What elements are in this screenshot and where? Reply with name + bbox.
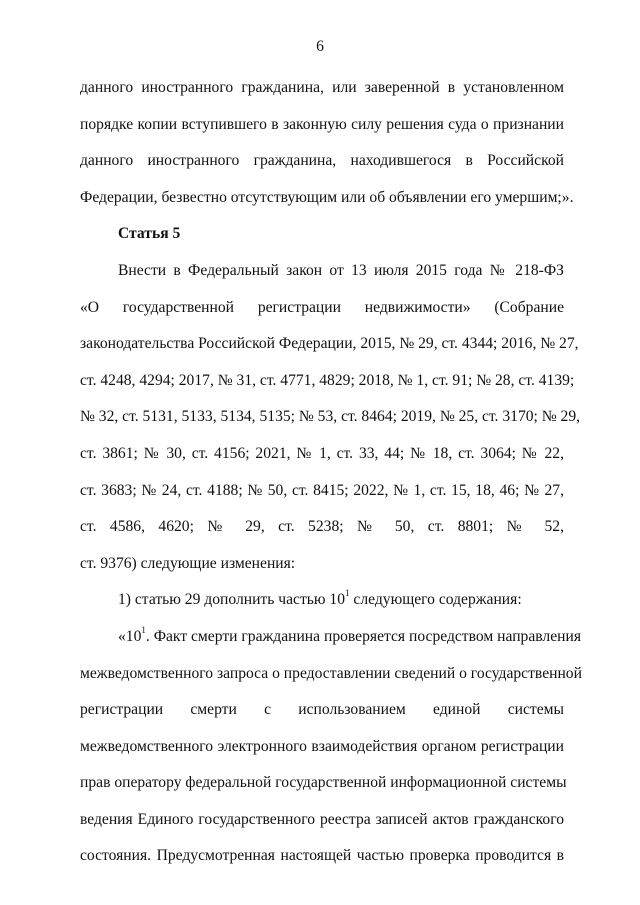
text-line: состояния. Предусмотренная настоящей частью проверка проводится в (80, 847, 564, 865)
text-line: ст. 4248, 4294; 2017, № 31, ст. 4771, 4829; 2018, № 1, ст. 91; № 28, ст. 4139; (80, 371, 575, 389)
item-text: 1) статью 29 дополнить частью 10 (118, 591, 346, 609)
text-line: Внести в Федеральный закон от 13 июля 2015 года № 218-ФЗ (118, 261, 564, 279)
text-line: законодательства Российской Федерации, 2015, № 29, ст. 4344; 2016, № 27, (80, 335, 579, 353)
text-line: порядке копии вступившего в законную силу решения суда о признании (80, 115, 564, 133)
article-intro-paragraph (80, 253, 581, 582)
article-heading: Статья 5 (118, 225, 181, 243)
text-line: № 32, ст. 5131, 5133, 5134, 5135; № 53, ст. 8464; 2019, № 25, ст. 3170; № 29, (80, 408, 581, 426)
superscript: 1 (345, 588, 350, 599)
text-line: Федерации, безвестно отсутствующим или об объявлении его умершим;». (80, 188, 574, 206)
item-text: следующего содержания: (349, 591, 522, 609)
text-line: ст. 3861; № 30, ст. 4156; 2021, № 1, ст. 33, 44; № 18, ст. 3064; № 22, (80, 444, 564, 462)
text-line: ст. 4586, 4620; № 29, ст. 5238; № 50, ст. 8801; № 52, (80, 518, 564, 536)
text-line (80, 619, 581, 656)
superscript: 1 (141, 624, 146, 635)
text-line: межведомственного электронного взаимодействия органом регистрации (80, 737, 564, 755)
quote-text: . Факт смерти гражданина проверяется посредством направления (145, 627, 581, 645)
text-line: межведомственного запроса о предоставлении сведений о государственной (80, 664, 582, 682)
text-line: ведения Единого государственного реестра записей актов гражданского (80, 810, 564, 828)
text-line: ст. 3683; № 24, ст. 4188; № 50, ст. 8415; 2022, № 1, ст. 15, 18, 46; № 27, (80, 481, 564, 499)
text-line: данного иностранного гражданина, находившегося в Российской (80, 152, 564, 170)
text-line: данного иностранного гражданина, или заверенной в установленном (80, 79, 564, 96)
quoted-paragraph (80, 619, 582, 875)
text-line: ст. 9376) следующие изменения: (80, 554, 296, 572)
continuation-paragraph (80, 70, 574, 216)
page-number: 6 (316, 38, 324, 55)
text-line: регистрации смерти с использованием единой системы (80, 701, 564, 719)
text-line: прав оператору федеральной государственной информационной системы (80, 774, 567, 792)
document-body (80, 70, 582, 875)
text-line: «О государственной регистрации недвижимости» (Собрание (80, 298, 564, 316)
quote-text: «10 (118, 627, 142, 645)
amendment-item-1 (80, 582, 564, 619)
